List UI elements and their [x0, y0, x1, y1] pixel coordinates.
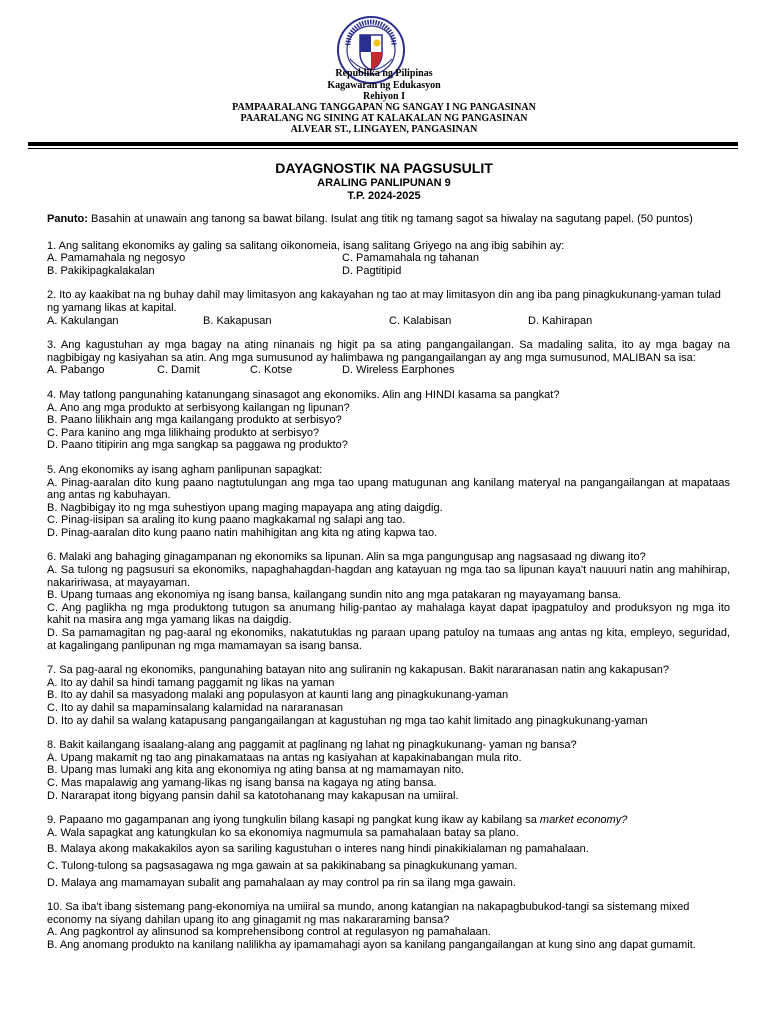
choice-c: C. Ito ay dahil sa mapaminsalang kalamidad na nararanasan	[47, 702, 343, 714]
question-3	[47, 339, 730, 377]
choice-b: B. Paano lilikhain ang mga kailangang produkto at serbisyo?	[47, 414, 342, 427]
question-2	[47, 289, 730, 327]
question-stem: 10. Sa iba't ibang sistemang pang-ekonomiya na umiiral sa mundo, anong katangian na nakapagbubukod-tangi sa sistemang mixed economy na siyang dahilan upang ito ang ginagamit ng mas nakararaming bansa?	[47, 901, 690, 926]
question-stem: 5. Ang ekonomiks ay isang agham panlipunan sapagkat:	[47, 463, 323, 476]
header-line-rehiyon: Rehiyon I	[363, 91, 405, 102]
choice-b: B. Upang mas lumaki ang kita ang ekonomiya ng ating bansa at ng mamamayan nito.	[47, 764, 465, 777]
exam-title: DAYAGNOSTIK NA PAGSUSULIT	[275, 160, 493, 176]
choice-a: A. Kakulangan	[47, 314, 119, 327]
question-stem: 7. Sa pag-aaral ng ekonomiks, pangunahing batayan nito ang suliranin ng kakapusan. Bakit nararanasan natin ang kakapusan?	[47, 664, 669, 677]
choice-c: C. Kotse	[250, 364, 293, 377]
question-stem: 1. Ang salitang ekonomiks ay galing sa salitang oikonomeia, isang salitang Griyego na ang ibig sabihin ay:	[47, 239, 565, 252]
question-stem: 3. Ang kagustuhan ay mga bagay na ating ninanais ng higit pa sa ating pangangailangan. Sa madaling salita, ito ay mga bagay na nagbibigay ng kasiyahan sa atin. Ang mga sumusunod ay halimbawa ng pangangailangan ay ang mga sumusunod, MALIBAN sa isa:	[47, 339, 730, 364]
choice-a: A. Pamamahala ng negosyo	[47, 252, 186, 265]
question-6	[47, 551, 730, 652]
choice-c: C. Ang paglikha ng mga produktong tutugon sa anumang hilig-pantao ay mahalaga kayat dapat ipagpatuloy and produksyon ng mga ito kahit na masira ang mga yamang likas na daigdig.	[47, 601, 730, 627]
choice-d: D. Kahirapan	[528, 314, 593, 327]
choice-a: A. Upang makamit ng tao ang pinakamataas na antas ng kasiyahan at kapakinabangan mula rito.	[47, 751, 522, 764]
header-line-kagawaran: Kagawaran ng Edukasyon	[327, 80, 441, 91]
school-year: T.P. 2024-2025	[347, 190, 421, 202]
question-5	[47, 464, 730, 540]
choice-b: B. Kakapusan	[203, 314, 272, 327]
choice-b: B. Ang anomang produkto na kanilang nalilikha ay ipamamahagi ayon sa kanilang pangangailangan at kung sino ang dapat gumamit.	[47, 938, 696, 951]
choice-a: A. Pinag-aaralan dito kung paano nagtutulungan ang mga tao upang matugunan ang kanilang materyal na pangangailangan at mapataas ang antas ng kabuhayan.	[47, 476, 730, 502]
question-8	[47, 739, 730, 802]
choice-c: C. Mas mapalawig ang yamang-likas ng isang bansa na kagaya ng ating bansa.	[47, 776, 437, 789]
choice-c: C. Para kanino ang mga lilikhaing produkto at serbisyo?	[47, 426, 320, 439]
question-9	[47, 814, 730, 889]
choice-d: D. Ito ay dahil sa walang katapusang pangangailangan at kagustuhan ng mga tao kahit limitado ang pinagkukunang-yaman	[47, 714, 648, 727]
question-7	[47, 664, 730, 727]
choice-d: D. Nararapat itong bigyang pansin dahil sa katotohanang may kakapusan na umiiral.	[47, 789, 459, 802]
choice-a: A. Pabango	[47, 364, 105, 377]
question-10	[47, 901, 730, 951]
question-stem-text: 9. Papaano mo gagampanan ang iyong tungkulin bilang kasapi ng pangkat kung ikaw ay kabilang sa	[47, 814, 540, 827]
question-stem-term: market economy?	[539, 814, 628, 827]
choice-d: D. Malaya ang mamamayan subalit ang pamahalaan ay may control pa rin sa ilang mga gawain.	[47, 876, 516, 889]
header-line-paaralan: PAARALANG NG SINING AT KALAKALAN NG PANGASINAN	[240, 113, 528, 124]
question-stem: 8. Bakit kailangang isaalang-alang ang paggamit at paglinang ng lahat ng pinagkukunang- yaman ng bansa?	[47, 739, 577, 752]
choice-d: D. Pinag-aaralan dito kung paano natin mahihigitan ang kita ng ating kapwa tao.	[47, 526, 438, 539]
choice-a: A. Ito ay dahil sa hindi tamang paggamit ng likas na yaman	[47, 676, 335, 689]
header-line-republika: Republika ng Pilipinas	[335, 68, 433, 79]
choice-a: A. Wala sapagkat ang katungkulan ko sa ekonomiya nagmumula sa pamahalaan batay sa plano.	[47, 826, 519, 839]
header-line-tanggapan: PAMPAARALANG TANGGAPAN NG SANGAY I NG PANGASINAN	[232, 102, 536, 113]
choice-d: D. Paano titipirin ang mga sangkap sa paggawa ng produkto?	[47, 439, 348, 452]
choice-b: B. Upang tumaas ang ekonomiya ng isang bansa, kailangang sundin nito ang mga patakaran ng mayayamang bansa.	[47, 589, 622, 602]
choice-b: B. Ito ay dahil sa masyadong malaki ang populasyon at kaunti lang ang pinagkukunang-yaman	[47, 689, 509, 702]
header-line-address: ALVEAR ST., LINGAYEN, PANGASINAN	[290, 124, 478, 135]
choice-c: C. Tulong-tulong sa pagsasagawa ng mga gawain at sa pakikinabang sa pinagkukunang yaman.	[47, 859, 518, 872]
choice-c: C. Kalabisan	[389, 314, 452, 327]
choice-d: D. Wireless Earphones	[342, 364, 455, 377]
instructions-label: Panuto:	[47, 213, 88, 225]
choice-a: A. Ano ang mga produkto at serbisyong kailangan ng lipunan?	[47, 401, 350, 414]
choice-c: C. Pamamahala ng tahanan	[342, 252, 479, 265]
exam-body	[47, 213, 730, 964]
instructions-text: Basahin at unawain ang tanong sa bawat bilang. Isulat ang titik ng tamang sagot sa hiwalay na sagutang papel. (50 puntos)	[87, 213, 693, 225]
choice-b: B. Malaya akong makakakilos ayon sa sariling kagustuhan o interes nang hindi pinakikialaman ng pamahalaan.	[47, 843, 589, 856]
question-stem: 2. Ito ay kaakibat na ng buhay dahil may limitasyon ang kakayahan ng tao at may limitasyon din ang iba pang pinagkukunang-yaman tulad ng yamang likas at kapital.	[47, 289, 721, 314]
choice-b: C. Damit	[157, 364, 200, 377]
question-stem	[47, 814, 730, 827]
choice-c: C. Pinag-iisipan sa araling ito kung paano magkakamal ng salapi ang tao.	[47, 514, 406, 527]
choice-a: A. Sa tulong ng pagsusuri sa ekonomiks, napaghahagdan-hagdan ang katayuan ng mga tao sa lipunan kaya't nauuuri natin ang mahihirap, nakaririwasa, at mayayaman.	[47, 564, 730, 589]
question-1	[47, 240, 730, 278]
choice-b: B. Pakikipagkalakalan	[47, 264, 155, 277]
question-4	[47, 389, 730, 452]
question-stem: 4. May tatlong pangunahing katanungang sinasagot ang ekonomiks. Alin ang HINDI kasama sa pangkat?	[47, 388, 560, 401]
choice-b: B. Nagbibigay ito ng mga suhestiyon upang maging mapayapa ang ating daigdig.	[47, 501, 443, 514]
header-divider-thin	[28, 148, 738, 149]
choice-d: D. Pagtitipid	[342, 264, 402, 277]
exam-subject: ARALING PANLIPUNAN 9	[317, 177, 451, 189]
header-divider-thick	[28, 142, 738, 146]
instructions	[47, 213, 730, 226]
choice-a: A. Ang pagkontrol ay alinsunod sa komprehensibong control at regulasyon ng pamahalaan.	[47, 926, 491, 939]
question-stem: 6. Malaki ang bahaging ginagampanan ng ekonomiks sa lipunan. Alin sa mga pangungusap ang nagsasaad ng diwang ito?	[47, 551, 646, 564]
choice-d: D. Sa pamamagitan ng pag-aaral ng ekonomiks, nakatutuklas ng paraan upang patuloy na tumaas ang antas ng kita, empleyo, seguridad, at kagalingang panlipunan ng mga mamamayan sa isang bansa.	[47, 627, 730, 652]
